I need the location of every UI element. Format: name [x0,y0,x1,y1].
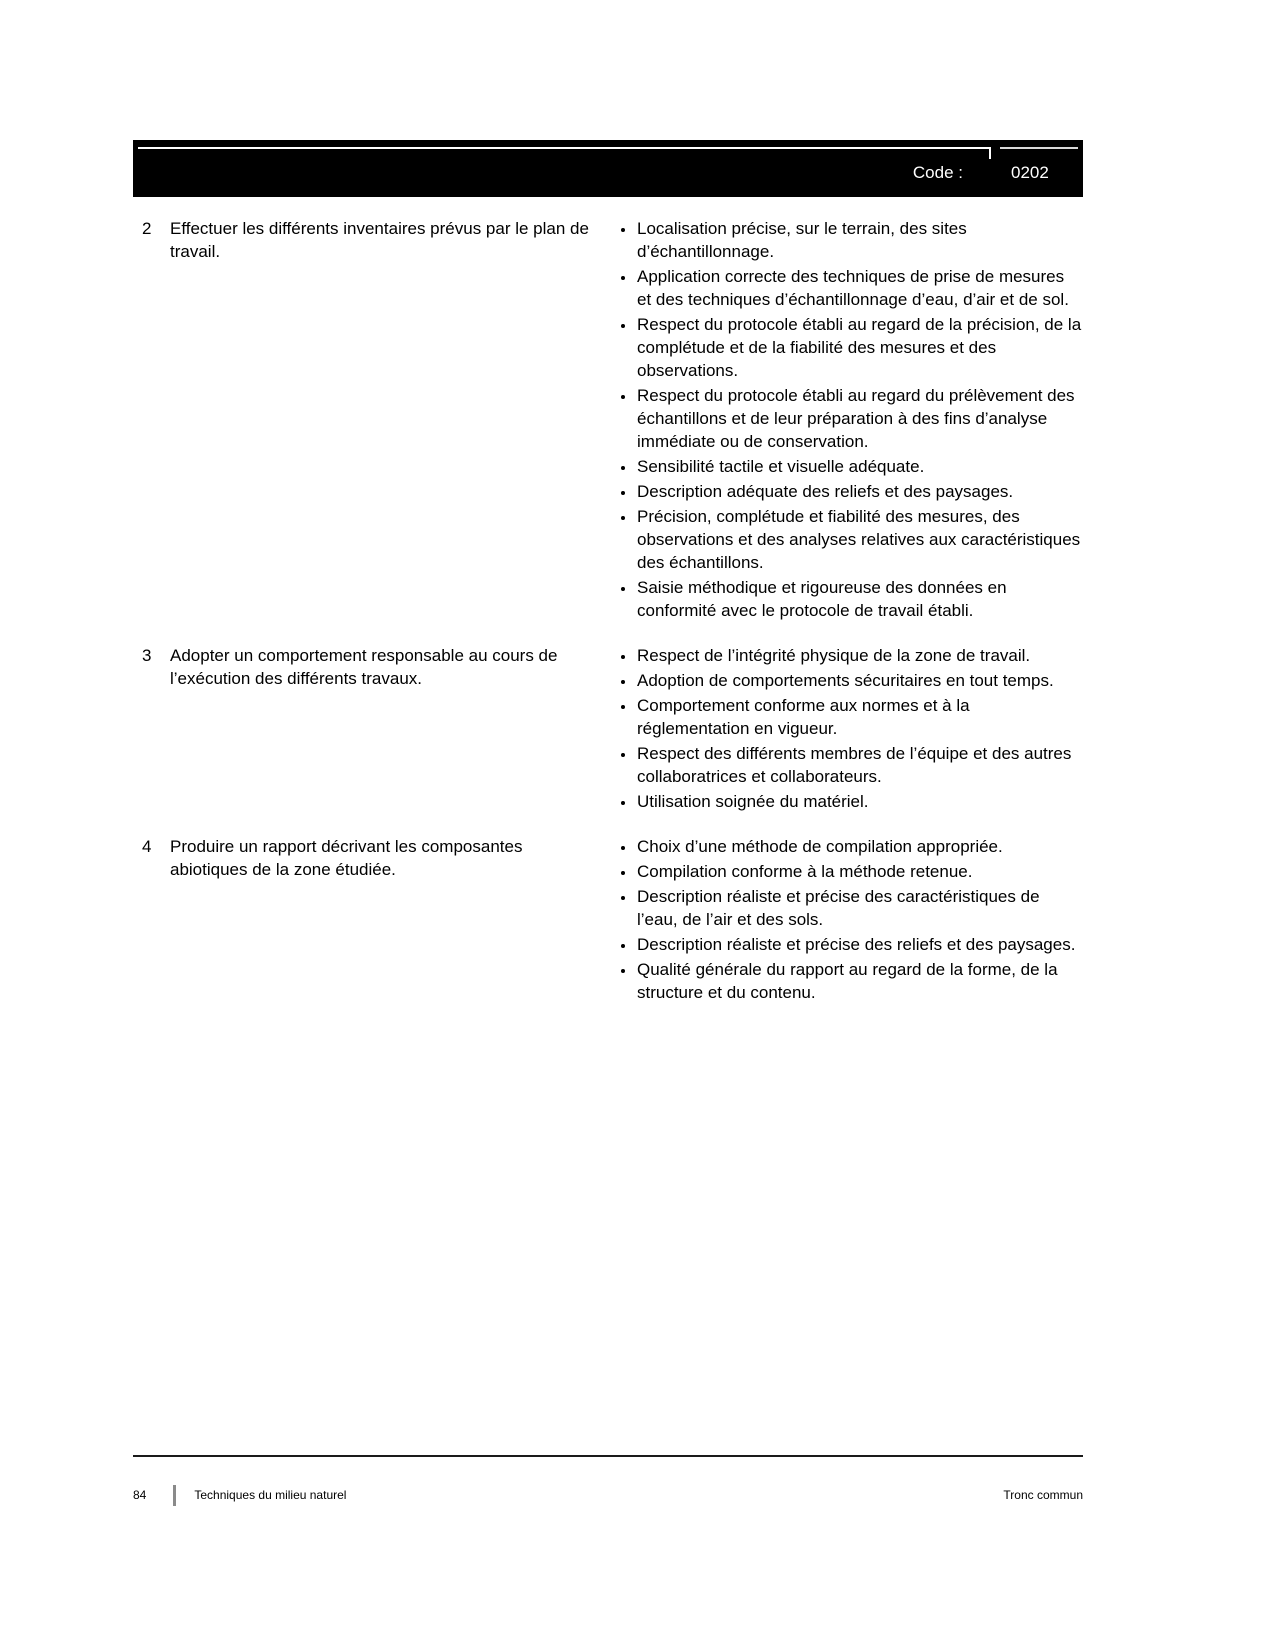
criterion-item: • Respect de l’intégrité physique de la zone de travail. [636,644,1083,667]
criterion-item: • Description réaliste et précise des reliefs et des paysages. [636,933,1083,956]
objective-row [133,644,1083,815]
criteria-cell [615,835,1083,1006]
header-cell-tick [989,147,991,159]
objective-number: 2 [142,219,152,238]
criteria-list [615,644,1083,813]
criterion-item: • Choix d’une méthode de compilation appropriée. [636,835,1083,858]
objective-statement: Adopter un comportement responsable au cours de l’exécution des différents travaux. [170,646,558,688]
footer-divider [173,1485,176,1506]
criterion-item: • Description réaliste et précise des caractéristiques de l’eau, de l’air et des sols. [636,885,1083,931]
header-rule-main [138,147,990,149]
criterion-item: • Localisation précise, sur le terrain, des sites d’échantillonnage. [636,217,1083,263]
objective-cell [133,835,615,1006]
criterion-item: • Adoption de comportements sécuritaires en tout temps. [636,669,1083,692]
objective-row [133,835,1083,1006]
criteria-cell [615,217,1083,624]
objective-cell [133,217,615,624]
criteria-cell [615,644,1083,815]
objective-row [133,217,1083,624]
content-rows [133,217,1083,1026]
criterion-item: • Application correcte des techniques de prise de mesures et des techniques d’échantillonnage d’eau, d’air et de sol. [636,265,1083,311]
footer-rule [133,1455,1083,1457]
criterion-item: • Saisie méthodique et rigoureuse des données en conformité avec le protocole de travail établi. [636,576,1083,622]
criterion-item: • Description adéquate des reliefs et des paysages. [636,480,1083,503]
header-rule-right [1000,147,1078,149]
code-label: Code : [912,162,963,182]
criteria-list [615,217,1083,622]
page-number: 84 [133,1488,147,1502]
criterion-item: • Respect du protocole établi au regard de la précision, de la complétude et de la fiabilité des mesures et des observations. [636,313,1083,382]
objective-cell [133,644,615,815]
page-footer [133,1484,1083,1506]
criterion-item: • Respect du protocole établi au regard du prélèvement des échantillons et de leur préparation à des fins d’analyse immédiate ou de conservation. [636,384,1083,453]
objective-statement: Effectuer les différents inventaires prévus par le plan de travail. [170,219,589,261]
footer-left-text: Techniques du milieu naturel [194,1488,347,1502]
criterion-item: • Qualité générale du rapport au regard de la forme, de la structure et du contenu. [636,958,1083,1004]
objective-number: 3 [142,646,152,665]
criterion-item: • Précision, complétude et fiabilité des mesures, des observations et des analyses relatives aux caractéristiques des échantillons. [636,505,1083,574]
objective-statement: Produire un rapport décrivant les composantes abiotiques de la zone étudiée. [170,837,523,879]
page-header [133,140,1083,197]
criterion-item: • Compilation conforme à la méthode retenue. [636,860,1083,883]
criteria-list [615,835,1083,1004]
criterion-item: • Comportement conforme aux normes et à la réglementation en vigueur. [636,694,1083,740]
footer-right-text: Tronc commun [1003,1488,1083,1502]
objective-number: 4 [142,837,152,856]
criterion-item: • Sensibilité tactile et visuelle adéquate. [636,455,1083,478]
criterion-item: • Respect des différents membres de l’équipe et des autres collaboratrices et collaborateurs. [636,742,1083,788]
code-value: 0202 [1011,162,1049,182]
criterion-item: • Utilisation soignée du matériel. [636,790,1083,813]
